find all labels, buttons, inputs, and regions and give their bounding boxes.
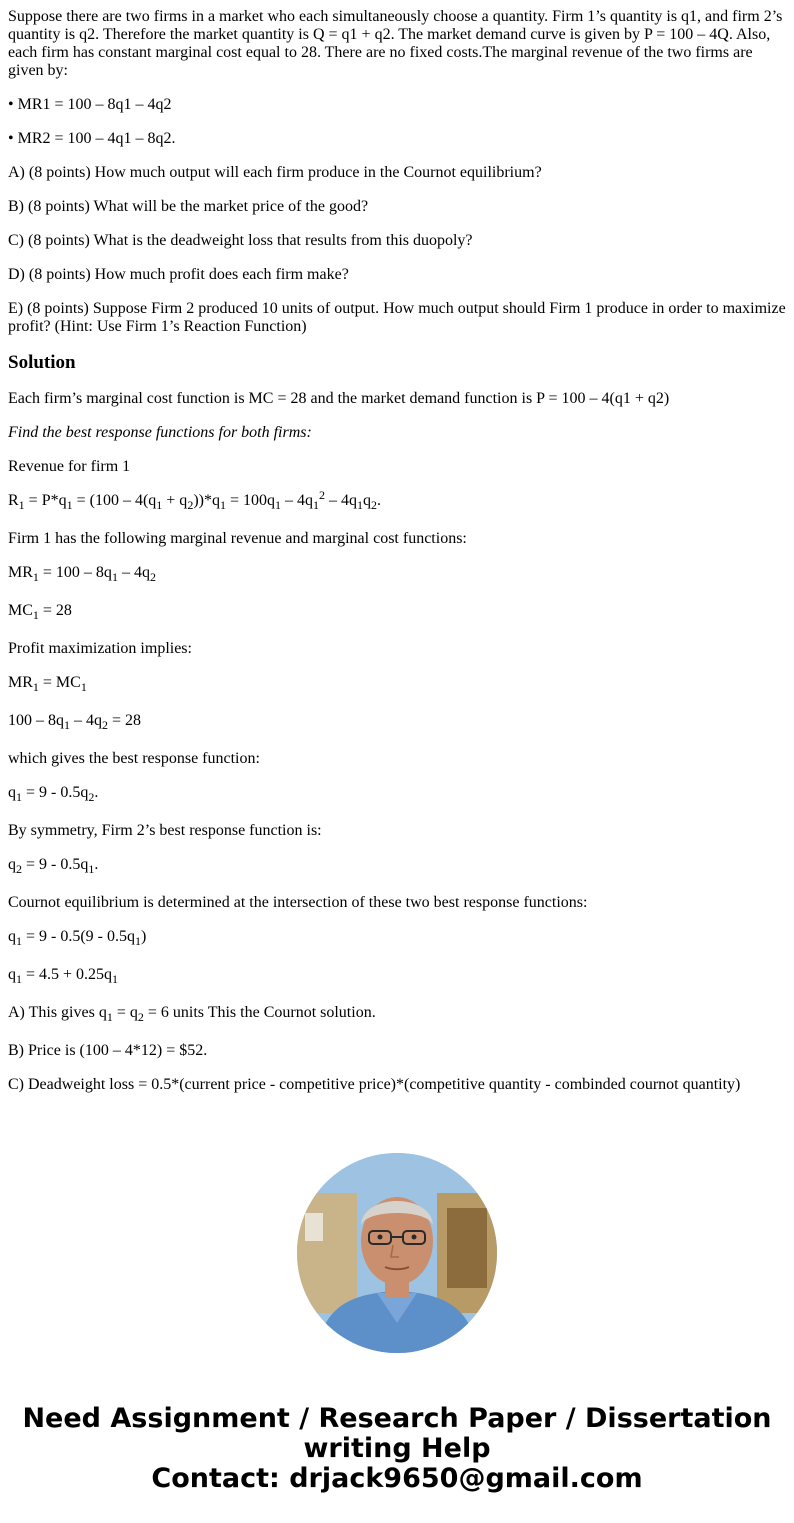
mr-equation-28: $100 - 8q_1 - 4q_2 = 28$ [8,712,142,732]
author-portrait [297,1153,497,1353]
answer-a-prefix: A) This gives [8,1004,99,1021]
best-response-heading [8,424,788,442]
question-mr1: • MR1 = 100 – 8q1 – 4q2 [8,96,172,113]
promo-line-2: writing Help [303,1433,491,1464]
best-response-heading-text: Find the best response functions for both firms: [8,424,312,441]
question-part-d: D) (8 points) How much profit does each firm make? [8,266,349,283]
mr-equals-mc: $MR_1 = MC_1$ [8,674,87,694]
mc1-equation: $MC_1 = 28$ [8,602,72,622]
best-response-label: which gives the best response function: [8,750,260,767]
revenue-equation: $R_1 = P*q_1 = (100 - 4(q_1 + q_2))*q_1 = 100q_1 - 4q_1^2 - 4q_1q_2$. [8,488,381,512]
substitution-equation: $q_1 = 9 - 0.5(9 - 0.5q_1)$ [8,928,147,948]
cournot-intro: Cournot equilibrium is determined at the intersection of these two best response functions: [8,894,588,911]
mr1-equation: $MR_1 = 100 - 8q_1 - 4q_2$ [8,564,156,584]
answer-a-suffix: = 6 units This the Cournot solution. [143,1004,376,1021]
best-response-firm2: $q_2 = 9 - 0.5q_1$. [8,856,99,876]
question-mr2: • MR2 = 100 – 4q1 – 8q2. [8,130,176,147]
document-body [8,8,788,1110]
question-part-b: B) (8 points) What will be the market price of the good? [8,198,369,215]
author-avatar [297,1153,497,1353]
answer-a: A) This gives $q_1 = q_2 = 6$ units This the Cournot solution. [8,1004,376,1024]
question-part-c: C) (8 points) What is the deadweight loss that results from this duopoly? [8,232,473,249]
answer-c: C) Deadweight loss = 0.5*(current price - competitive price)*(competitive quantity - combinded cournot quantity) [8,1076,741,1093]
promo-line-1: Need Assignment / Research Paper / Dissertation [22,1403,772,1434]
question-part-a: A) (8 points) How much output will each firm produce in the Cournot equilibrium? [8,164,542,181]
answer-b: B) Price is (100 – 4*12) = $52. [8,1042,208,1059]
promo-banner [0,1404,794,1494]
best-response-firm1: $q_1 = 9 - 0.5q_2$. [8,784,99,804]
solution-heading: Solution [8,352,76,373]
solution-intro: Each firm’s marginal cost function is MC = 28 and the market demand function is P = 100 – 4(q1 + q2) [8,390,670,407]
question-part-e: E) (8 points) Suppose Firm 2 produced 10 units of output. How much output should Firm 1 produce in order to maximize profit? (Hint: Use Firm 1’s Reaction Function) [8,300,786,335]
revenue-label: Revenue for firm 1 [8,458,131,475]
symmetry-label: By symmetry, Firm 2’s best response function is: [8,822,322,839]
question-intro: Suppose there are two firms in a market who each simultaneously choose a quantity. Firm 1’s quantity is q1, and firm 2’s quantity is q2. Therefore the market quantity is Q = q1 + q2. The market demand curve is given by P = 100 – 4Q. Also, each firm has constant marginal cost equal to 28. There are no fixed costs.The marginal revenue of the two firms are given by: [8,8,783,79]
mr-mc-intro: Firm 1 has the following marginal revenue and marginal cost functions: [8,530,467,547]
simplified-equation: $q_1 = 4.5 + 0.25q_1$ [8,966,119,986]
promo-contact: Contact: drjack9650@gmail.com [151,1463,643,1494]
profit-max-label: Profit maximization implies: [8,640,192,657]
